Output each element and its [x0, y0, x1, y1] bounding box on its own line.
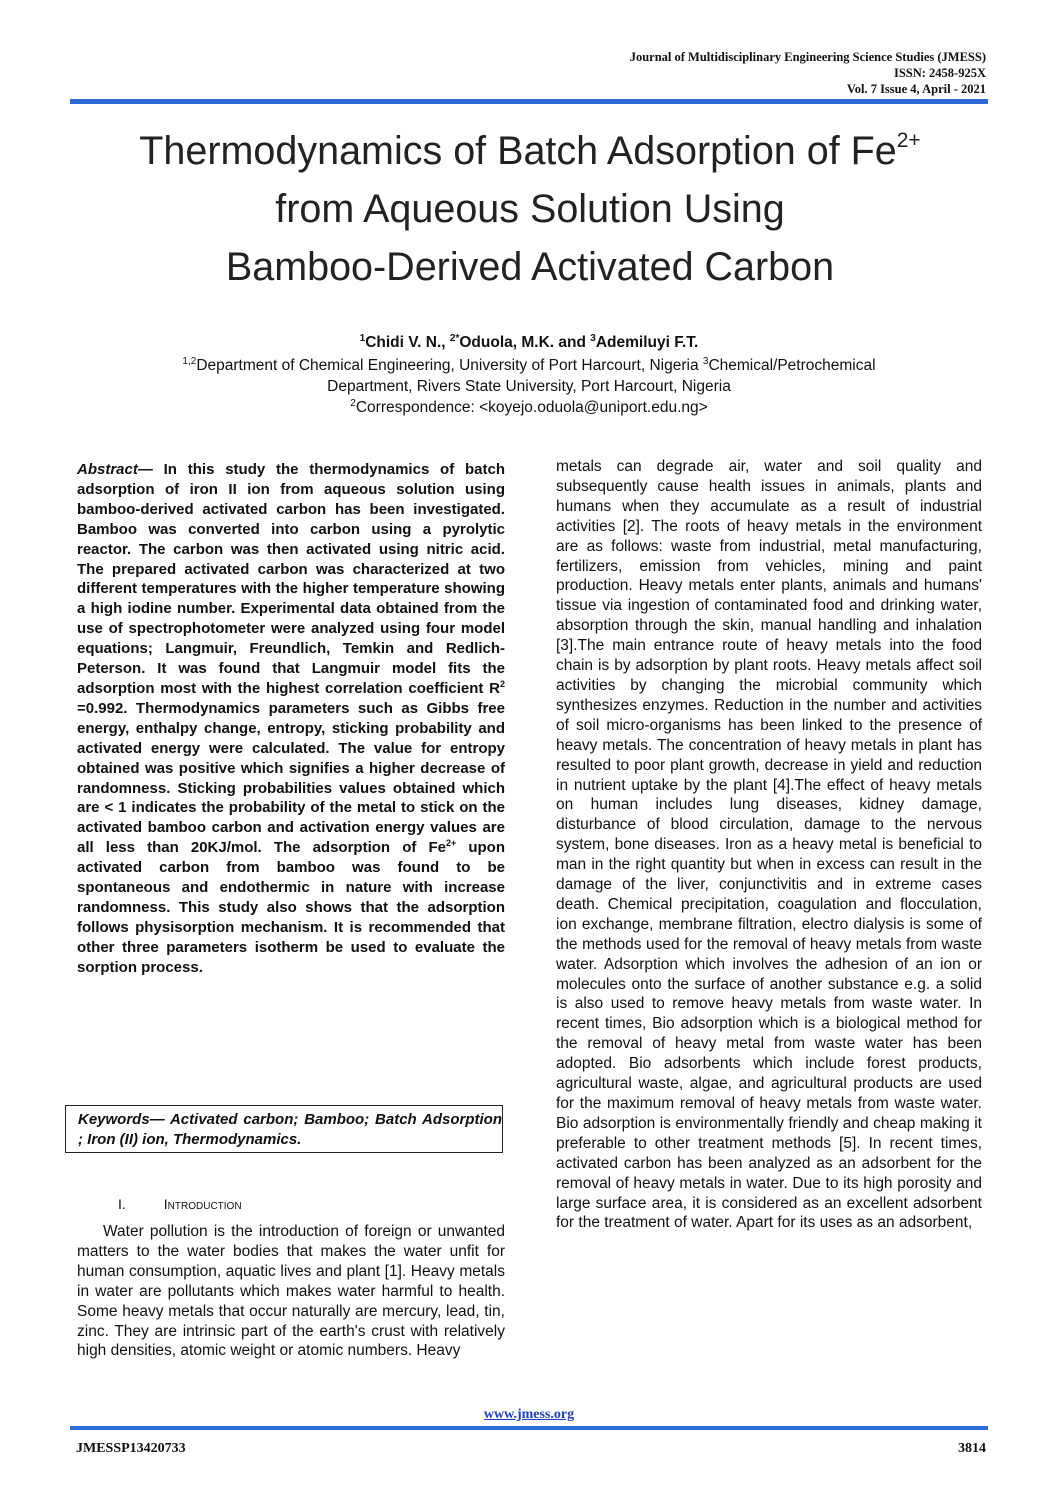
- header-rule: [70, 99, 988, 104]
- affiliations: [0, 355, 1058, 418]
- affil-line-1b: Chemical/Petrochemical: [708, 357, 876, 374]
- author-2-marker: 2*: [449, 333, 460, 344]
- affil-line-2: Department, Rivers State University, Port Harcourt, Nigeria: [327, 378, 731, 395]
- title-superscript: 2+: [896, 129, 921, 152]
- author-3-marker: 3: [590, 333, 596, 344]
- title-line-3: Bamboo-Derived Activated Carbon: [225, 245, 835, 289]
- right-column-text: metals can degrade air, water and soil quality and subsequently cause health issues in animals, plants and humans when they accumulate as a result of industrial activities [2]. The roots of heavy metals in the environment are as follows: waste from industrial, metal manufacturing, fertilizers, emission from vehicles, mining and paint production. Heavy metals enter plants, animals and humans' tissue via ingestion of contaminated food and drinking water, absorption through the skin, manual handling and inhalation [3].The main entrance route of heavy metals into the food chain is by adsorption by plant roots. Heavy metals affect soil activities by changing the microbial community which synthesizes enzymes. Reduction in the number and activities of soil micro-organisms has been linked to the presence of heavy metals. The concentration of heavy metals in plant has resulted to poor plant growth, decrease in yield and reduction in nutrient uptake by the plant [4].The effect of heavy metals on human includes lung diseases, kidney damage, disturbance of blood circulation, damage to the nervous system, bone diseases. Iron as a heavy metal is beneficial to man in the right quantity but when in excess can result in the damage of the liver, conjunctivitis and in extreme cases death. Chemical precipitation, coagulation and flocculation, ion exchange, membrane filtration, electro dialysis is some of the methods used for the removal of heavy metals from waste water. Adsorption which involves the adhesion of an ion or molecules onto the surface of another substance e.g. a solid is also used to remove heavy metals from waste water. In recent times, Bio adsorption which is a biological method for the removal of heavy metal from waste water has been adopted. Bio adsorbents which include forest products, agricultural waste, algae, and agricultural products are used for the maximum removal of heavy metals from waste water. Bio adsorption is environmentally friendly and cheap making it preferable to other treatment methods [5]. In recent times, activated carbon has been analyzed as an adsorbent for the removal of heavy metals in water. Due to its high porosity and large surface area, it is considered as an excellent adsorbent for the treatment of water. Apart for its uses as an adsorbent,: [556, 458, 982, 1232]
- title-line-2: from Aqueous Solution Using: [275, 187, 785, 231]
- author-list: [0, 334, 1058, 352]
- affil-marker-corr: 2: [350, 398, 356, 409]
- keywords-text: Keywords— Activated carbon; Bamboo; Batch Adsorption ; Iron (II) ion, Thermodynamics.: [78, 1111, 502, 1148]
- author-2: Oduola, M.K. and: [459, 334, 591, 351]
- journal-volume: Vol. 7 Issue 4, April - 2021: [846, 82, 986, 96]
- abstract-sup-2: 2+: [445, 838, 457, 849]
- keywords-box: [65, 1105, 503, 1153]
- intro-paragraph: Water pollution is the introduction of foreign or unwanted matters to the water bodies that makes the water unfit for human consumption, aquatic lives and plant [1]. Heavy metals in water are pollutants which makes water harmful to health. Some heavy metals that occur naturally are mercury, lead, tin, zinc. They are intrinsic part of the earth's crust with relatively high densities, atomic weight or atomic numbers. Heavy: [77, 1223, 505, 1360]
- correspondence: Correspondence: <koyejo.oduola@uniport.edu.ng>: [355, 399, 708, 416]
- title-line-1: Thermodynamics of Batch Adsorption of Fe: [139, 129, 897, 173]
- section-number: I.: [118, 1196, 126, 1212]
- affil-marker-3: 3: [702, 356, 709, 367]
- section-heading: [118, 1196, 242, 1212]
- author-3: Ademiluyi F.T.: [595, 334, 699, 351]
- abstract-lead: Abstract: [77, 461, 138, 478]
- paper-id: JMESSP13420733: [76, 1441, 186, 1456]
- abstract: [77, 460, 505, 978]
- author-1-marker: 1: [359, 333, 366, 344]
- abstract-text-2: =0.992. Thermodynamics parameters such as Gibbs free energy, enthalpy change, entropy, sticking probability and activated energy were calculated. The value for entropy obtained was positive which signifies a higher decrease of randomness. Sticking probabilities values obtained which are < 1 indicates the probability of the metal to stick on the activated bamboo carbon and activation energy values are all less than 20KJ/mol. The adsorption of Fe: [77, 699, 505, 857]
- journal-name: Journal of Multidisciplinary Engineering Science Studies (JMESS): [629, 50, 986, 64]
- abstract-text-3: upon activated carbon from bamboo was found to be spontaneous and endothermic in nature with increase randomness. This study also shows that the adsorption follows physisorption mechanism. It is recommended that other three parameters isotherm be used to evaluate the sorption process.: [77, 839, 505, 976]
- journal-website-link[interactable]: www.jmess.org: [483, 1407, 575, 1422]
- section-title: Introduction: [163, 1196, 242, 1212]
- affil-line-1a: Department of Chemical Engineering, University of Port Harcourt, Nigeria: [196, 357, 703, 374]
- abstract-sup-1: 2: [499, 678, 505, 689]
- footer-rule: [70, 1426, 988, 1430]
- journal-issn: ISSN: 2458-925X: [893, 66, 986, 80]
- page-number: 3814: [958, 1441, 986, 1456]
- abstract-text-1: — In this study the thermodynamics of batch adsorption of iron II ion from aqueous solution using bamboo-derived activated carbon has been investigated. Bamboo was converted into carbon using a pyrolytic reactor. The carbon was then activated using nitric acid. The prepared activated carbon was characterized at two different temperatures with the higher temperature showing a high iodine number. Experimental data obtained from the use of spectrophotometer were analyzed using four model equations; Langmuir, Freundlich, Temkin and Redlich-Peterson. It was found that Langmuir model fits the adsorption most with the highest correlation coefficient R: [77, 461, 505, 697]
- author-1: Chidi V. N.,: [365, 334, 450, 351]
- paper-title: [80, 122, 980, 296]
- affil-marker-1: 1,2: [182, 356, 197, 367]
- journal-header: [630, 49, 986, 97]
